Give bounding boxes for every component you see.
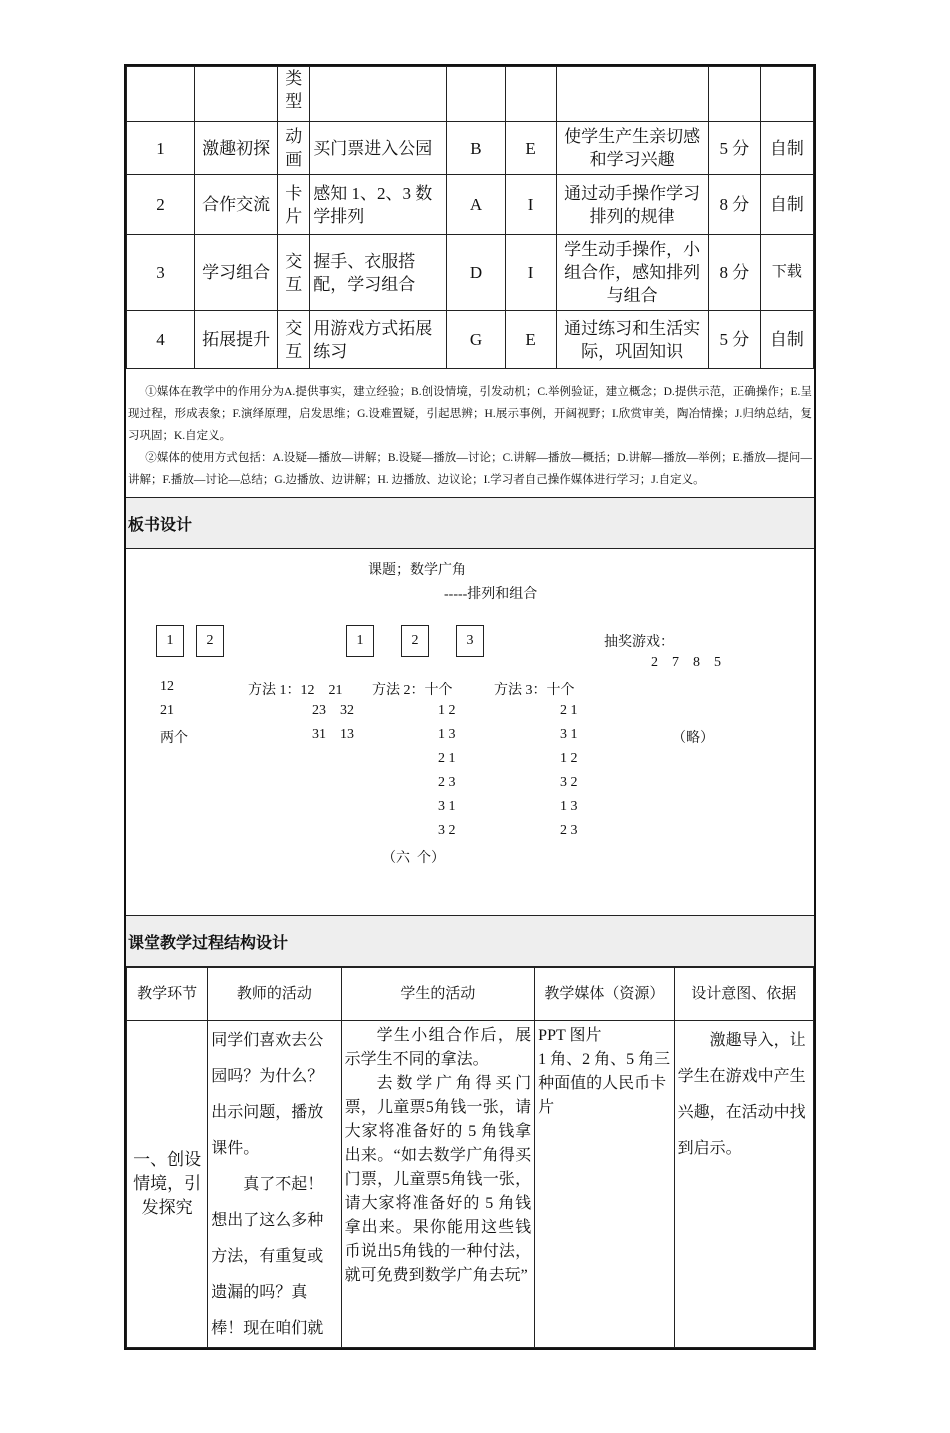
student-text: 去数学广角得买门票，儿童票5角钱一张，请大家将准备好的 5 角钱拿出来。“如去数学广角得买门票，儿童票5角钱一张，请大家将准备好的 5 角钱拿出来。果你能用这些钱币说出5角钱的一种付法，就可免费到数学广角去玩” [344,1075,532,1284]
row-purpose: 使学生产生亲切感和学习兴趣 [556,122,708,175]
row-source: 自制 [760,175,813,235]
row-role: B [447,122,505,175]
number-card: 3 [456,625,484,657]
row-content: 感知 1、2、3 数学排列 [310,175,447,235]
method2-row: 2 1 [438,751,456,766]
board-subtitle: -----排列和组合 [444,587,538,602]
header-media: 教学媒体（资源） [535,968,674,1021]
omitted-note: （略） [672,731,714,746]
process-heading: 课堂教学过程结构设计 [126,915,814,967]
method3-row: 1 2 [560,751,578,766]
row-purpose: 通过练习和生活实际，巩固知识 [556,311,708,369]
number-card: 1 [156,625,184,657]
lottery-digits: 2 7 8 5 [651,655,721,670]
row-usage: E [505,311,556,369]
row-type: 卡片 [278,175,310,235]
row-role: G [447,311,505,369]
row-no: 1 [127,122,195,175]
row-role: D [447,235,505,311]
method3-row: 2 3 [560,823,578,838]
method2-row: 2 3 [438,775,456,790]
row-source: 下载 [760,235,813,311]
teacher-cell [208,1021,341,1348]
type-header: 类型 [278,67,310,122]
row-stage: 拓展提升 [195,311,278,369]
row-time: 8 分 [708,235,760,311]
method3-row: 3 1 [560,727,578,742]
row-usage: I [505,235,556,311]
table-header-row [127,67,814,122]
table-row [127,311,814,369]
method3-row: 1 3 [560,799,578,814]
process-table [126,967,814,1348]
method2-row: 3 2 [438,823,456,838]
method1-row: 31 13 [312,727,354,742]
row-source: 自制 [760,122,813,175]
row-type: 动画 [278,122,310,175]
intent-cell: 激趣导入，让学生在游戏中产生兴趣，在活动中找到启示。 [674,1021,813,1348]
table-row [127,122,814,175]
method2-row: 1 2 [438,703,456,718]
number-card: 2 [401,625,429,657]
row-content: 买门票进入公园 [310,122,447,175]
row-type: 交互 [278,235,310,311]
number-card: 1 [346,625,374,657]
number-card: 2 [196,625,224,657]
row-no: 3 [127,235,195,311]
teacher-text: 同学们喜欢去公园吗？为什么？出示问题，播放课件。 [211,1032,324,1157]
board-title: 课题；数学广角 [368,563,466,578]
header-intent: 设计意图、依据 [674,968,813,1021]
method2-row: 1 3 [438,727,456,742]
header-stage: 教学环节 [127,968,208,1021]
method3-label: 方法 3：十个 [494,683,575,698]
row-time: 5 分 [708,122,760,175]
col0-item: 12 [160,679,174,694]
document-page [124,64,816,1350]
row-content: 握手、衣服搭配，学习组合 [310,235,447,311]
method3-row: 2 1 [560,703,578,718]
row-stage: 学习组合 [195,235,278,311]
row-content: 用游戏方式拓展练习 [310,311,447,369]
board-heading: 板书设计 [126,497,814,549]
table-row [127,175,814,235]
method1-row: 23 32 [312,703,354,718]
media-cell [535,1021,674,1348]
row-no: 2 [127,175,195,235]
row-role: A [447,175,505,235]
row-source: 自制 [760,311,813,369]
table-row [127,235,814,311]
note-usage: ②媒体的使用方式包括：A.设疑—播放—讲解；B.设疑—播放—讨论；C.讲解—播放—概括；D.讲解—播放—举例；E.播放—提问—讲解；F.播放—讨论—总结；G.边播放、边讲解；H. 边播放、边议论；I.学习者自己操作媒体进行学习；J.自定义。 [128,452,812,486]
header-teacher: 教师的活动 [208,968,341,1021]
process-header-row [127,968,814,1021]
stage-cell: 一、创设情境，引发探究 [127,1021,208,1348]
header-student: 学生的活动 [341,968,535,1021]
row-type: 交互 [278,311,310,369]
lottery-label: 抽奖游戏： [604,635,674,650]
teacher-text: 真了不起！想出了这么多种方法，有重复或遗漏的吗？真棒！现在咱们就 [211,1176,324,1337]
board-content [126,549,814,915]
row-time: 5 分 [708,311,760,369]
method2-label: 方法 2：十个 [372,683,453,698]
media-table [126,66,814,369]
row-purpose: 学生动手操作，小组合作，感知排列与组合 [556,235,708,311]
method1-label: 方法 1：12 21 [248,683,343,698]
method2-row: 3 1 [438,799,456,814]
row-no: 4 [127,311,195,369]
media-notes [126,369,814,497]
student-cell [341,1021,535,1348]
row-stage: 合作交流 [195,175,278,235]
method3-row: 3 2 [560,775,578,790]
note-roles: ①媒体在教学中的作用分为A.提供事实，建立经验；B.创设情境，引发动机；C.举例验证，建立概念；D.提供示范，正确操作；E.呈现过程，形成表象；F.演绎原理，启发思维；G.设难置疑，引起思辨；H.展示事例，开阔视野；I.欣赏审美，陶冶情操；J.归纳总结，复习巩固；K.自定义。 [128,386,812,442]
row-usage: E [505,122,556,175]
media-text: 1 角、2 角、5 角三种面值的人民币卡片 [538,1051,671,1116]
row-usage: I [505,175,556,235]
col0-item: 两个 [160,731,188,746]
row-purpose: 通过动手操作学习排列的规律 [556,175,708,235]
count-note: （六 个） [382,851,445,866]
student-text: 学生小组合作后，展示学生不同的拿法。 [344,1027,532,1068]
col0-item: 21 [160,703,174,718]
media-text: PPT 图片 [538,1027,602,1044]
process-row [127,1021,814,1348]
row-time: 8 分 [708,175,760,235]
row-stage: 激趣初探 [195,122,278,175]
